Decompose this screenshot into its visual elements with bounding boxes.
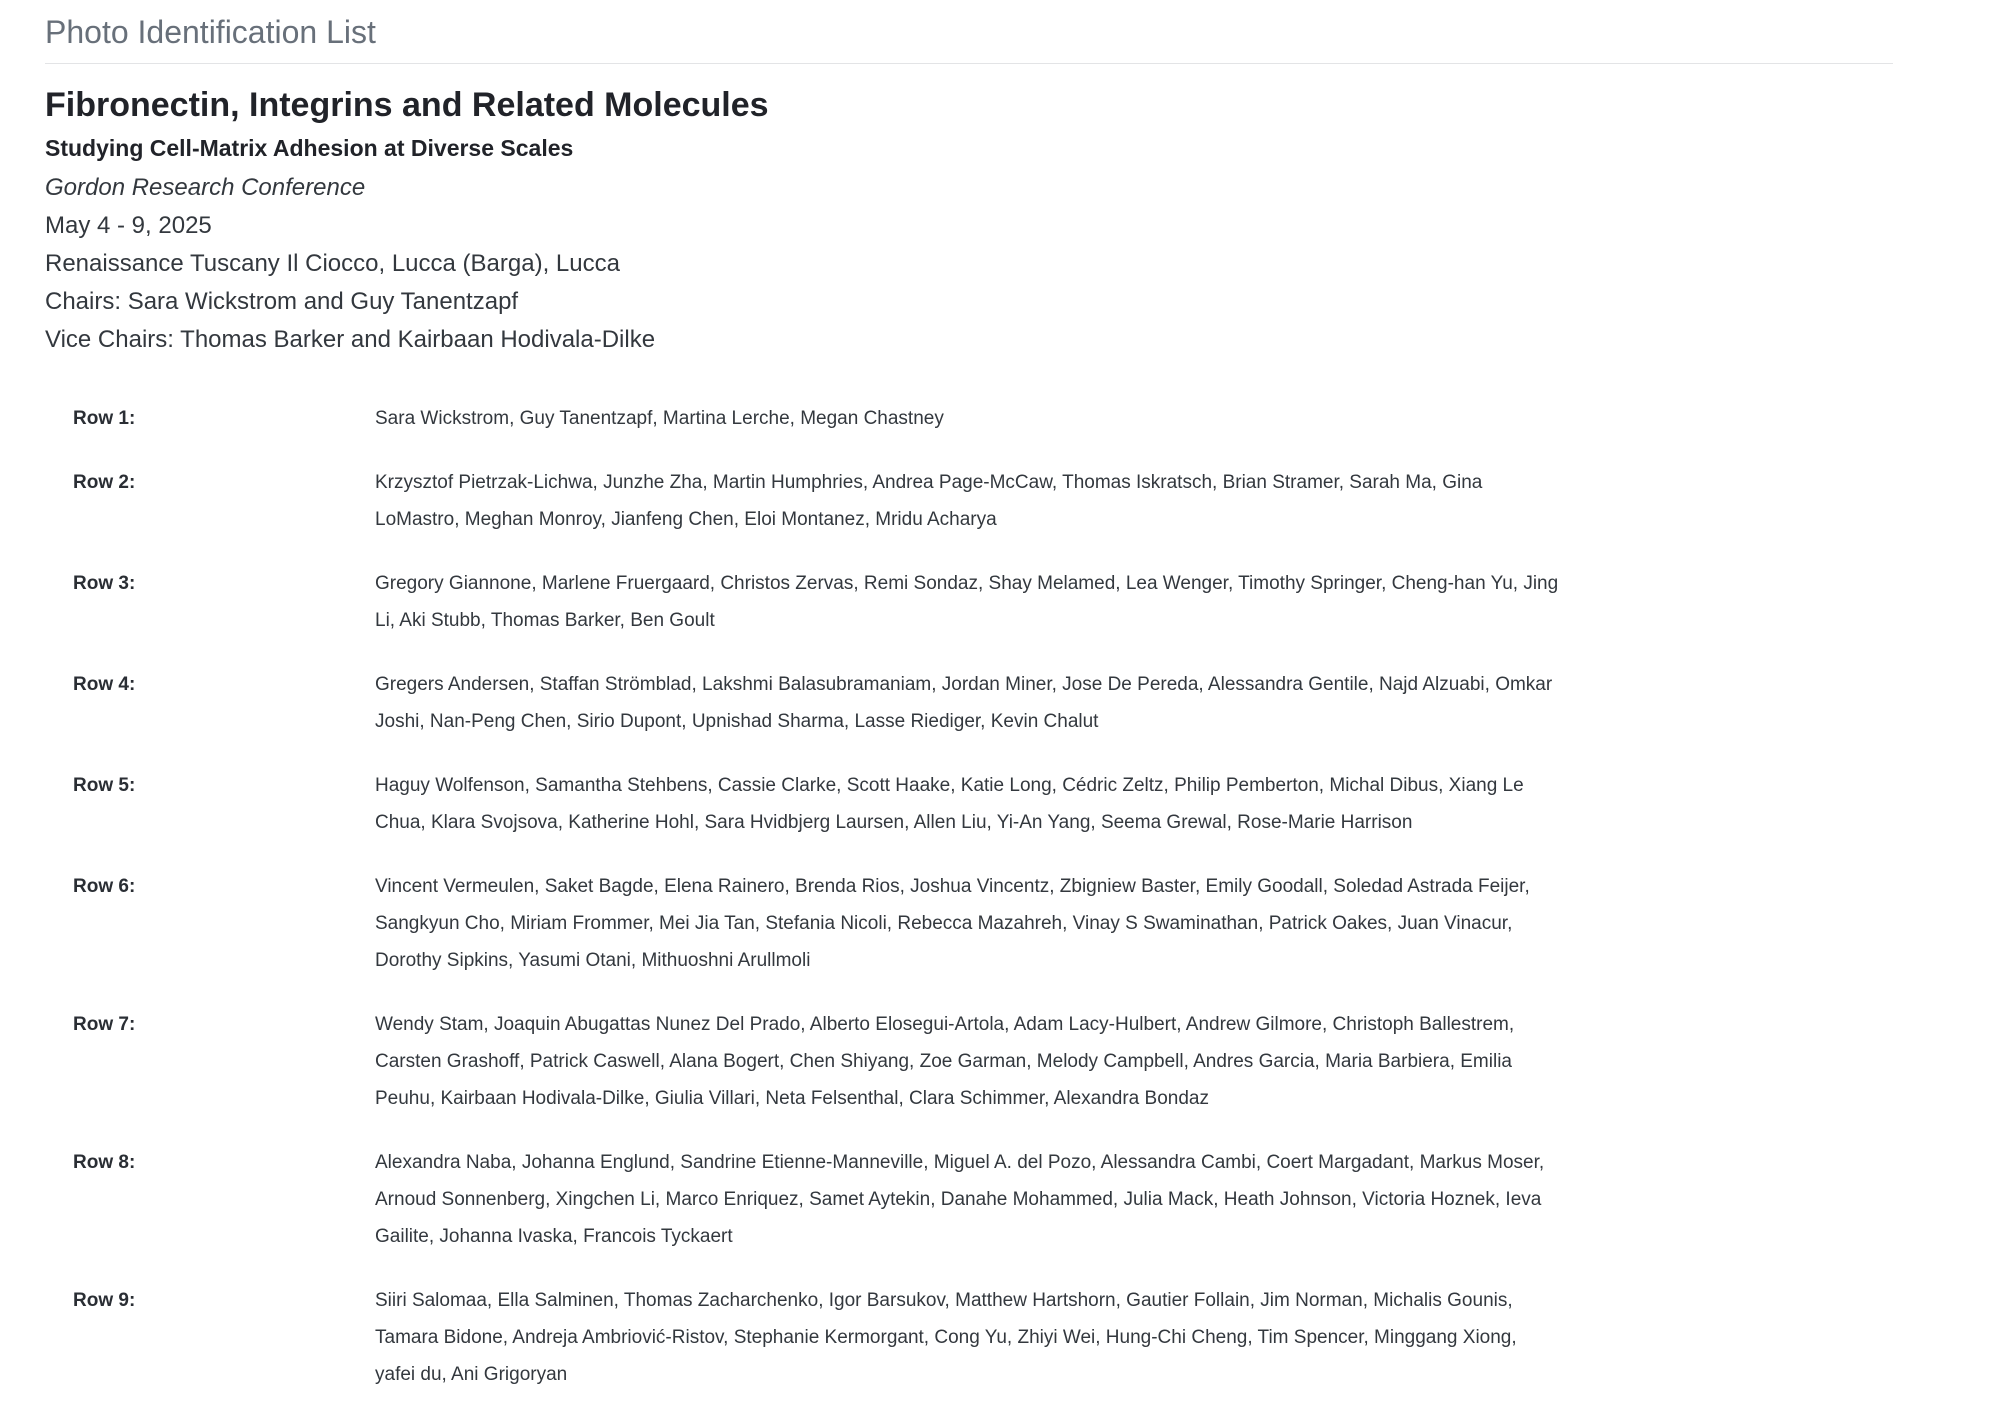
row-label: Row 6: xyxy=(73,876,136,897)
photo-row-7 xyxy=(45,1006,1955,1117)
page-title: Photo Identification List xyxy=(45,12,1893,64)
row-label: Row 2: xyxy=(73,472,136,493)
row-names: Haguy Wolfenson, Samantha Stehbens, Cassie Clarke, Scott Haake, Katie Long, Cédric Zeltz, Philip Pemberton, Michal Dibus, Xiang Le Chua, Klara Svojsova, Katherine Hohl, Sara Hvidbjerg Laursen, Allen Liu, Yi-An Yang, Seema Grewal, Rose-Marie Harrison xyxy=(375,775,1524,833)
row-names: Gregory Giannone, Marlene Fruergaard, Christos Zervas, Remi Sondaz, Shay Melamed, Lea Wenger, Timothy Springer, Cheng-han Yu, Jing Li, Aki Stubb, Thomas Barker, Ben Goult xyxy=(375,573,1559,631)
photo-row-5 xyxy=(45,767,1955,841)
conference-meta xyxy=(45,169,1955,359)
row-names: Wendy Stam, Joaquin Abugattas Nunez Del Prado, Alberto Elosegui-Artola, Adam Lacy-Hulbert, Andrew Gilmore, Christoph Ballestrem, Carsten Grashoff, Patrick Caswell, Alana Bogert, Chen Shiyang, Zoe Garman, Melody Campbell, Andres Garcia, Maria Barbiera, Emilia Peuhu, Kairbaan Hodivala-Dilke, Giulia Villari, Neta Felsenthal, Clara Schimmer, Alexandra Bondaz xyxy=(375,1014,1515,1109)
conference-vice-chairs: Vice Chairs: Thomas Barker and Kairbaan Hodivala-Dilke xyxy=(45,326,656,353)
row-label: Row 9: xyxy=(73,1290,136,1311)
row-names: Sara Wickstrom, Guy Tanentzapf, Martina Lerche, Megan Chastney xyxy=(375,408,944,429)
row-names: Siiri Salomaa, Ella Salminen, Thomas Zacharchenko, Igor Barsukov, Matthew Hartshorn, Gautier Follain, Jim Norman, Michalis Gounis, Tamara Bidone, Andreja Ambriović-Ristov, Stephanie Kermorgant, Cong Yu, Zhiyi Wei, Hung-Chi Cheng, Tim Spencer, Minggang Xiong, yafei du, Ani Grigoryan xyxy=(375,1290,1517,1385)
photo-row-list xyxy=(45,400,1955,1393)
conference-chairs: Chairs: Sara Wickstrom and Guy Tanentzapf xyxy=(45,288,519,315)
conference-organization: Gordon Research Conference xyxy=(45,174,366,201)
row-label: Row 5: xyxy=(73,775,136,796)
conference-subtitle: Studying Cell-Matrix Adhesion at Diverse Scales xyxy=(45,135,574,161)
photo-row-1 xyxy=(45,400,1955,437)
row-names: Vincent Vermeulen, Saket Bagde, Elena Rainero, Brenda Rios, Joshua Vincentz, Zbigniew Baster, Emily Goodall, Soledad Astrada Feijer, Sangkyun Cho, Miriam Frommer, Mei Jia Tan, Stefania Nicoli, Rebecca Mazahreh, Vinay S Swaminathan, Patrick Oakes, Juan Vinacur, Dorothy Sipkins, Yasumi Otani, Mithuoshni Arullmoli xyxy=(375,876,1530,971)
conference-location: Renaissance Tuscany Il Ciocco, Lucca (Barga), Lucca xyxy=(45,250,620,277)
photo-row-3 xyxy=(45,565,1955,639)
photo-row-2 xyxy=(45,464,1955,538)
row-label: Row 4: xyxy=(73,674,136,695)
photo-row-9 xyxy=(45,1282,1955,1393)
conference-title: Fibronectin, Integrins and Related Molecules xyxy=(45,86,769,124)
row-names: Alexandra Naba, Johanna Englund, Sandrine Etienne-Manneville, Miguel A. del Pozo, Alessandra Cambi, Coert Margadant, Markus Moser, Arnoud Sonnenberg, Xingchen Li, Marco Enriquez, Samet Aytekin, Danahe Mohammed, Julia Mack, Heath Johnson, Victoria Hoznek, Ieva Gailite, Johanna Ivaska, Francois Tyckaert xyxy=(375,1152,1545,1247)
conference-dates: May 4 - 9, 2025 xyxy=(45,212,212,239)
photo-row-6 xyxy=(45,868,1955,979)
row-label: Row 8: xyxy=(73,1152,136,1173)
row-label: Row 3: xyxy=(73,573,136,594)
row-label: Row 7: xyxy=(73,1014,136,1035)
row-names: Krzysztof Pietrzak-Lichwa, Junzhe Zha, Martin Humphries, Andrea Page-McCaw, Thomas Iskratsch, Brian Stramer, Sarah Ma, Gina LoMastro, Meghan Monroy, Jianfeng Chen, Eloi Montanez, Mridu Acharya xyxy=(375,472,1483,530)
row-label: Row 1: xyxy=(73,408,136,429)
photo-row-4 xyxy=(45,666,1955,740)
photo-row-8 xyxy=(45,1144,1955,1255)
row-names: Gregers Andersen, Staffan Strömblad, Lakshmi Balasubramaniam, Jordan Miner, Jose De Pereda, Alessandra Gentile, Najd Alzuabi, Omkar Joshi, Nan-Peng Chen, Sirio Dupont, Upnishad Sharma, Lasse Riediger, Kevin Chalut xyxy=(375,674,1553,732)
